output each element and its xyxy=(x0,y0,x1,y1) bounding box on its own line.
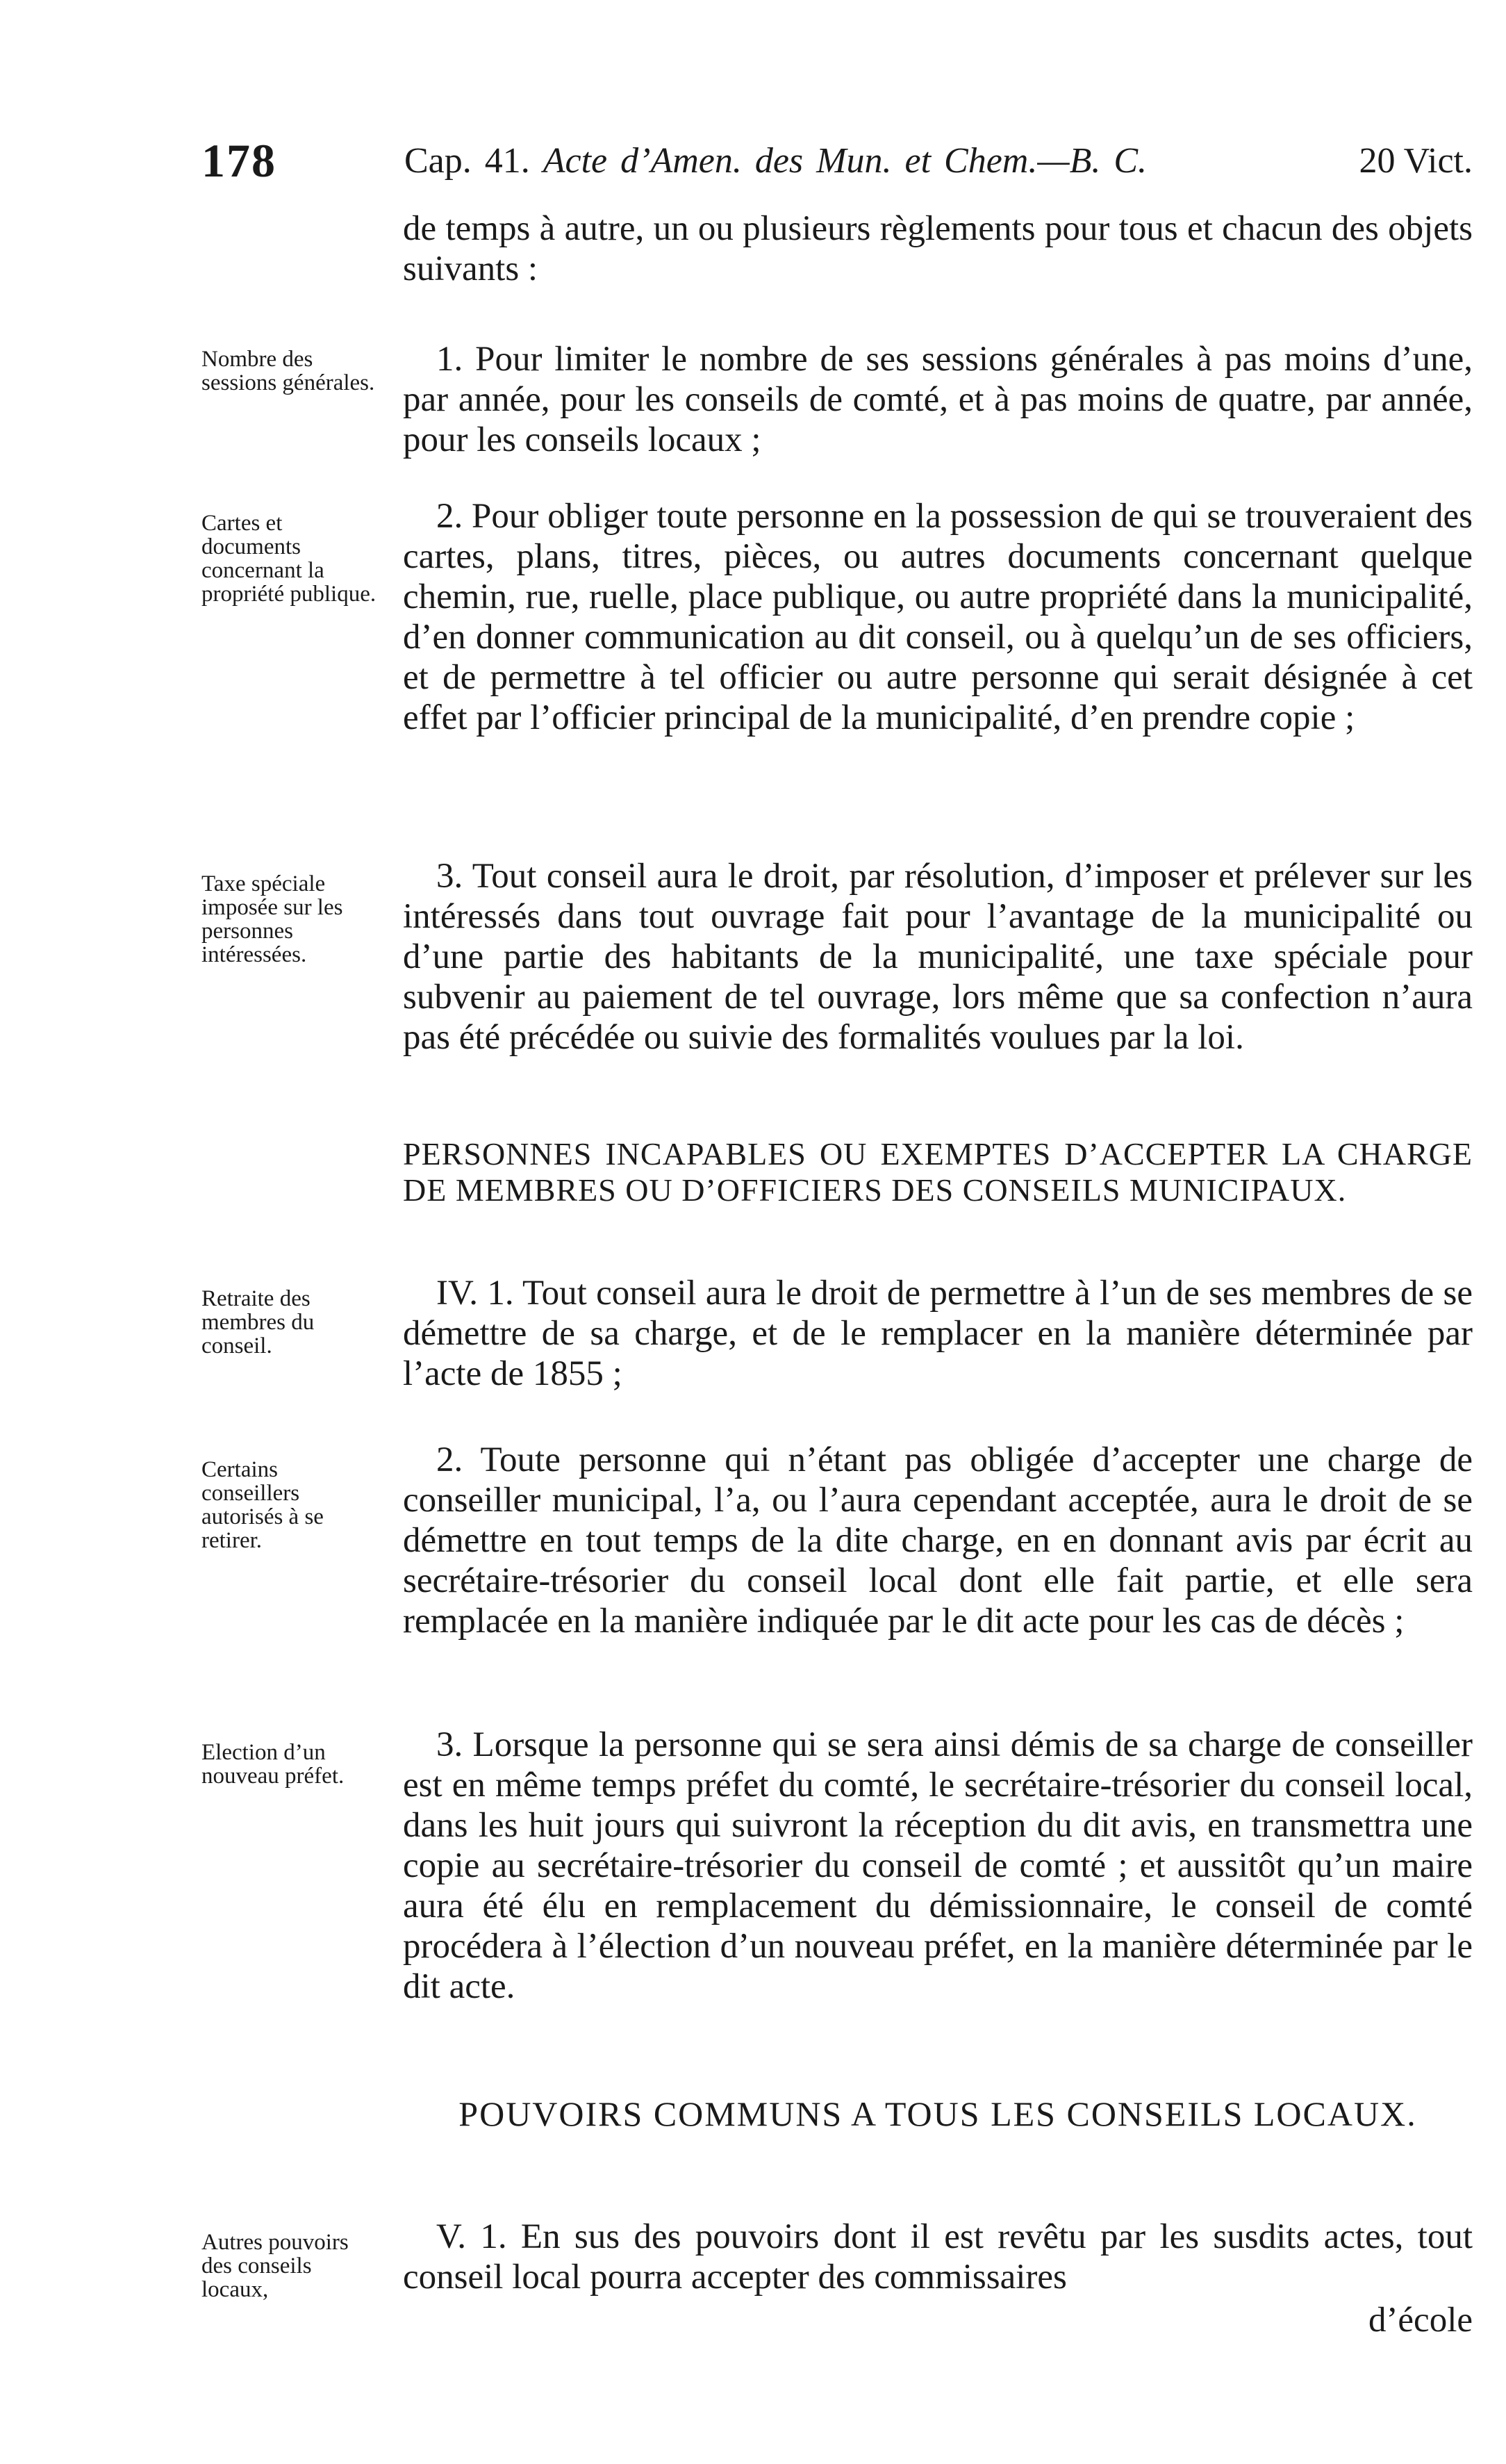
opening-paragraph: de temps à autre, un ou plusieurs règlements pour tous et chacun des objets suivants : xyxy=(403,209,1473,288)
catchword: d’école xyxy=(1368,2301,1473,2340)
paragraph-1: 1. Pour limiter le nombre de ses sessions générales à pas moins d’une, par année, pour les conseils de comté, et à pas moins de quatre, par année, pour les conseils locaux ; xyxy=(403,340,1473,459)
paragraph-5: 2. Toute personne qui n’étant pas obligée d’accepter une charge de conseiller municipal, l’a, ou l’aura cependant acceptée, aura le droit de se démettre en tout temps de la dite charge, en en donnant avis par écrit au secrétaire-trésorier du conseil local dont elle fait partie, et elle sera remplacée en la manière indiquée par le dit acte pour les cas de décès ; xyxy=(403,1440,1473,1641)
paragraph-3: 3. Tout conseil aura le droit, par résolution, d’imposer et prélever sur les intéressés dans tout ouvrage fait pour l’avantage de la municipalité ou d’une partie des habitants de la municipalité, une taxe spéciale pour subvenir au paiement de tel ouvrage, lors même que sa confection n’aura pas été précédée ou suivie des formalités voulues par la loi. xyxy=(403,857,1473,1057)
sidenote-sessions: Nombre des sessions générales. xyxy=(201,347,375,395)
paragraph-7: V. 1. En sus des pouvoirs dont il est revêtu par les susdits actes, tout conseil local pourra accepter des commissaires xyxy=(403,2217,1473,2297)
sidenote-retraite: Retraite des membres du conseil. xyxy=(201,1286,315,1358)
paragraph-2: 2. Pour obliger toute personne en la possession de qui se trouveraient des cartes, plans, titres, pièces, ou autres documents concernant quelque chemin, rue, ruelle, place publique, ou autre propriété dans la municipalité, d’en donner communication au dit conseil, ou à quelqu’un de ses officiers, et de permettre à tel officier ou autre personne qui serait désignée à cet effet par l’officier principal de la municipalité, d’en prendre copie ; xyxy=(403,497,1473,737)
section-heading-pouvoirs: POUVOIRS COMMUNS A TOUS LES CONSEILS LOCAUX. xyxy=(458,2094,1417,2133)
chapter-label: Cap. 41. xyxy=(404,141,530,181)
sidenote-cartes: Cartes et documents concernant la propriété publique. xyxy=(201,511,376,607)
running-head xyxy=(404,140,1147,181)
paragraph-4: IV. 1. Tout conseil aura le droit de permettre à l’un de ses membres de se démettre de sa charge, et de le remplacer en la manière déterminée par l’acte de 1855 ; xyxy=(403,1274,1473,1393)
page-number: 178 xyxy=(201,134,276,187)
running-title: Acte d’Amen. des Mun. et Chem.—B. C. xyxy=(543,141,1148,181)
sidenote-taxe: Taxe spéciale imposée sur les personnes intéressées. xyxy=(201,871,343,967)
section-heading-personnes: PERSONNES INCAPABLES OU EXEMPTES D’ACCEPTER LA CHARGE DE MEMBRES OU D’OFFICIERS DES CONSEILS MUNICIPAUX. xyxy=(403,1136,1473,1208)
sidenote-conseillers: Certains conseillers autorisés à se retirer. xyxy=(201,1457,324,1553)
page-header xyxy=(201,133,1473,189)
sidenote-autres: Autres pouvoirs des conseils locaux, xyxy=(201,2230,349,2302)
paragraph-6: 3. Lorsque la personne qui se sera ainsi démis de sa charge de conseiller est en même temps préfet du comté, le secrétaire-trésorier du conseil local, dans les huit jours qui suivront la réception du dit avis, en transmettra une copie au secrétaire-trésorier du conseil de comté ; et aussitôt qu’un maire aura été élu en remplacement du démissionnaire, le conseil de comté procédera à l’élection d’un nouveau préfet, en la manière déterminée par le dit acte. xyxy=(403,1725,1473,2006)
sidenote-election: Election d’un nouveau préfet. xyxy=(201,1740,345,1789)
year-label: 20 Vict. xyxy=(1359,141,1473,181)
